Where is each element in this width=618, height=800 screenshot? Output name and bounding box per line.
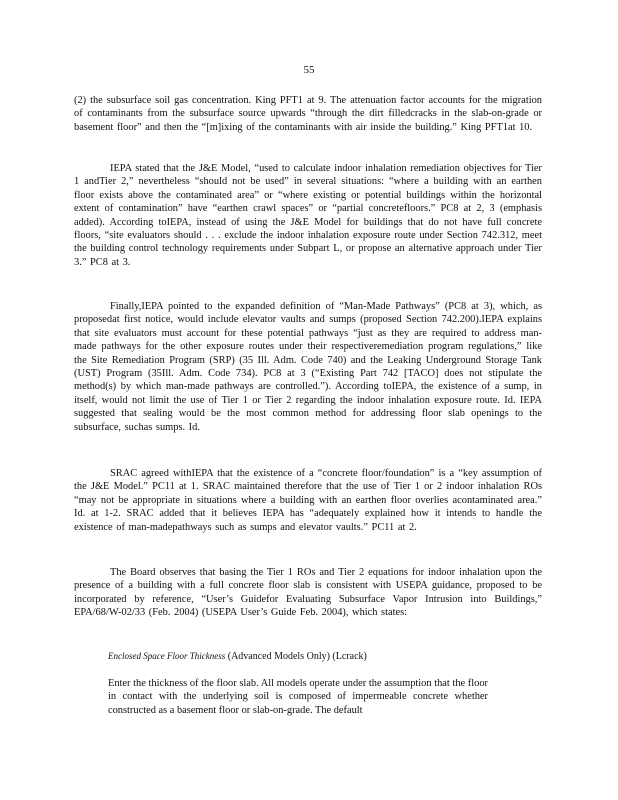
paragraph-iepa-stated: IEPA stated that the J&E Model, “used to calculate indoor inhalation remediation objectives for Tier 1 andTier 2,” nevertheless “should not be used” in several situations: “where a building with an earthen floor exists above the contaminated area” or “where existing or potential buildings within the horizontal extent of contamination” have “earthen crawl spaces” or “partial concretefloors.” PC8 at 2, 3 (emphasis added). According toIEPA, instead of using the J&E Model for buildings that do not have full concrete floors, “site evaluators should . . . exclude the indoor inhalation exposure route under Section 742.312, meet the building control technology requirements under Subpart L, or propose an alternative approach under Tier 3.” PC8 at 3. [74, 163, 542, 268]
block-quote-body: Enter the thickness of the floor slab. All models operate under the assumption that the floor in contact with the underlying soil is composed of impermeable concrete whether constructed as a basement floor or slab-on-grade. The default [108, 678, 488, 716]
quote-heading-rest: (Advanced Models Only) (Lcrack) [227, 651, 367, 662]
paragraph-board-observes: The Board observes that basing the Tier 1 ROs and Tier 2 equations for indoor inhalation upon the presence of a building with a full concrete floor slab is consistent with USEPA guidance, proposed to be incorporated by reference, “User’s Guidefor Evaluating Subsurface Vapor Intrusion into Buildings,” EPA/68/W-02/33 (Feb. 2004) (USEPA User’s Guide Feb. 2004), which states: [74, 567, 542, 619]
paragraph-srac-agreed: SRAC agreed withIEPA that the existence of a “concrete floor/foundation” is a “key assumption of the J&E Model.” PC11 at 1. SRAC maintained therefore that the use of Tier 1 or 2 indoor inhalation ROs “may not be appropriate in situations where a building with an earthen floor overlies acontaminated area.” Id. at 1-2. SRAC added that it believes IEPA has “adequately explained how it intends to handle the existence of man-madepathways such as sumps and elevator vaults.” PC11 at 2. [74, 468, 542, 533]
paragraph-finally-iepa: Finally,IEPA pointed to the expanded definition of “Man-Made Pathways” (PC8 at 3), which, as proposedat first notice, would include elevator vaults and sumps (proposed Section 742.200).IEPA explains that site evaluators must account for these potential pathways “just as they are required to address man-made pathways for the other exposure routes under their respectiveremediation program regulations,” like the Site Remediation Program (SRP) (35 Ill. Adm. Code 740) and the Leaking Underground Storage Tank (UST) Program (35Ill. Adm. Code 734). PC8 at 3 (“Existing Part 742 [TACO] does not stipulate the method(s) by which man-made pathways are controlled.”). According toIEPA, the existence of a sump, in itself, would not limit the use of Tier 1 or Tier 2 regarding the indoor inhalation exposure route. Id. IEPA suggested that sealing would be the most common method for addressing floor slab openings to the subsurface, suchas sumps. Id. [74, 301, 542, 433]
block-quote-heading [108, 650, 508, 663]
paragraph-continued: (2) the subsurface soil gas concentration. King PFT1 at 9. The attenuation factor accounts for the migration of contaminants from the subsurface source upwards “through the dirt filledcracks in the slab-on-grade or basement floor” and then the “[m]ixing of the contaminants with air inside the building.” King PFT1at 10. [74, 95, 542, 133]
page-number: 55 [303, 64, 315, 76]
quote-heading-italic: Enclosed Space Floor Thickness [108, 651, 226, 661]
